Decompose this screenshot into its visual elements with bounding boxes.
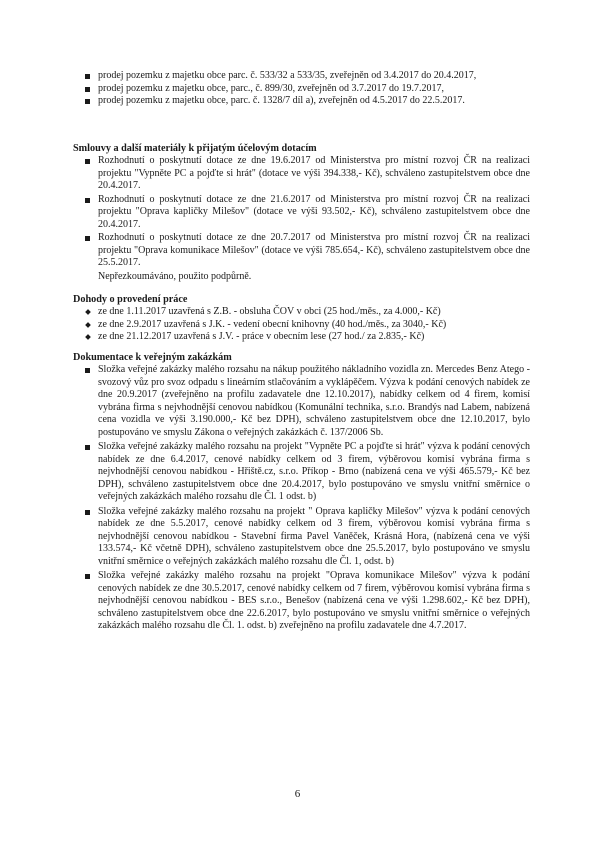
list-item: ze dne 2.9.2017 uzavřená s J.K. - vedení obecní knihovny (40 hod./měs., za 3040,- Kč): [82, 319, 530, 332]
agreements-list: [82, 306, 530, 344]
section-heading: Smlouvy a další materiály k přijatým účelovým dotacím: [73, 143, 317, 154]
subsidy-list: [82, 155, 530, 270]
public-contracts-list: [82, 364, 530, 633]
subsidy-contracts-section: [73, 142, 530, 283]
list-item: Rozhodnutí o poskytnutí dotace ze dne 19.6.2017 od Ministerstva pro místní rozvoj ČR na realizaci projektu "Vypněte PC a pojďte si hrát" (dotace ve výši 394.338,- Kč), schváleno zastupitelstvem obce dne 20.4.2017.: [82, 155, 530, 193]
work-agreements-section: [73, 293, 530, 344]
list-item: Složka veřejné zakázky malého rozsahu na nákup použitého nákladního vozidla zn. Mercedes Benz Atego - svozový vůz pro svoz odpadu s lineárním stlačováním a vyklápěčem. Výzva k podání cenových nabídek ze dne 20.9.2017 (zveřejněno na profilu zadavatele dne 12.10.2017), nabídky celkem od 4 firem, komisí vybrána firma s nejvhodnější cenovou nabídkou (Komunální technika, s.r.o. Brandýs nad Labem, nabízená cena vozidla ve výši 3.190.000,- Kč bez DPH), schváleno zastupitelstvem obce dne 12.10.2017, bylo postupováno ve smyslu Zákona o veřejných zakázkách č. 137/2006 Sb.: [82, 364, 530, 439]
public-contracts-section: [73, 351, 530, 635]
list-item: Složka veřejné zakázky malého rozsahu na projekt "Oprava komunikace Milešov" výzva k podání cenových nabídek ze dne 30.5.2017, cenové nabídky celkem od 7 firem, výběrovou komisí vybrána firma s nejvhodnější cenovou nabídkou - BES s.r.o., Benešov (nabízená cena ve výši 1.298.602,- Kč bez DPH), schváleno zastupitelstvem obce dne 22.6.2017, bylo postupováno ve smyslu vnitřní směrnice o veřejných zakázkách malého rozsahu dle Čl. 1. odst. b) zveřejněno na profilu zadavatele dne 4.7.2017.: [82, 570, 530, 633]
list-item: Složka veřejné zakázky malého rozsahu na projekt "Vypněte PC a pojďte si hrát" výzva k podání cenových nabídek ze dne 6.4.2017, cenové nabídky celkem od 3 firem, výběrovou komisí vybrána firma s nejvhodnější cenovou nabídkou - Hřiště.cz, s.r.o. Příkop - Brno (nabízená cena ve výši 465.579,- Kč bez DPH), schváleno zastupitelstvem obce dne 20.4.2017, bylo postupováno ve smyslu vnitřní směrnice o veřejných zakázkách malého rozsahu dle Čl. 1 odst. b): [82, 441, 530, 504]
land-sale-list: [82, 70, 530, 108]
list-item: prodej pozemku z majetku obce, parc., č. 899/30, zveřejněn od 3.7.2017 do 19.7.2017,: [82, 83, 530, 96]
list-item: prodej pozemku z majetku obce, parc. č. 1328/7 díl a), zveřejněn od 4.5.2017 do 22.5.2017.: [82, 95, 530, 108]
list-item: Rozhodnutí o poskytnutí dotace ze dne 21.6.2017 od Ministerstva pro místní rozvoj ČR na realizaci projektu "Oprava kapličky Milešov" (dotace ve výši 93.502,- Kč), schváleno zastupitelstvem obce dne 20.4.2017.: [82, 194, 530, 232]
section-note: Nepřezkoumáváno, použito podpůrně.: [98, 270, 252, 282]
page-number: 6: [294, 788, 301, 800]
list-item: prodej pozemku z majetku obce parc. č. 533/32 a 533/35, zveřejněn od 3.4.2017 do 20.4.2017,: [82, 70, 530, 83]
list-item: ze dne 1.11.2017 uzavřená s Z.B. - obsluha ČOV v obci (25 hod./měs., za 4.000,- Kč): [82, 306, 530, 319]
list-item: Rozhodnutí o poskytnutí dotace ze dne 20.7.2017 od Ministerstva pro místní rozvoj ČR na realizaci projektu "Oprava komunikace Milešov" (dotace ve výši 785.654,- Kč), schváleno zastupitelstvem obce dne 25.5.2017.: [82, 232, 530, 270]
list-item: ze dne 21.12.2017 uzavřená s J.V. - práce v obecním lese (27 hod./ za 2.835,- Kč): [82, 331, 530, 344]
list-item: Složka veřejné zakázky malého rozsahu na projekt " Oprava kapličky Milešov" výzva k podání cenových nabídek ze dne 5.5.2017, cenové nabídky celkem od 3 firem, výběrovou komisí vybrána firma s nejvhodnější cenovou nabídkou - Stavební firma Pavel Vaněček, Krásná Hora, (nabízená cena ve výši 133.574,- Kč včetně DPH), schváleno zastupitelstvem obce dne 25.5.2017, bylo postupováno ve smyslu vnitřní směrnice o veřejných zakázkách malého rozsahu dle Čl. 1, odst. b): [82, 506, 530, 569]
section-heading: Dohody o provedení práce: [73, 294, 188, 305]
section-heading: Dokumentace k veřejným zakázkám: [73, 352, 232, 363]
